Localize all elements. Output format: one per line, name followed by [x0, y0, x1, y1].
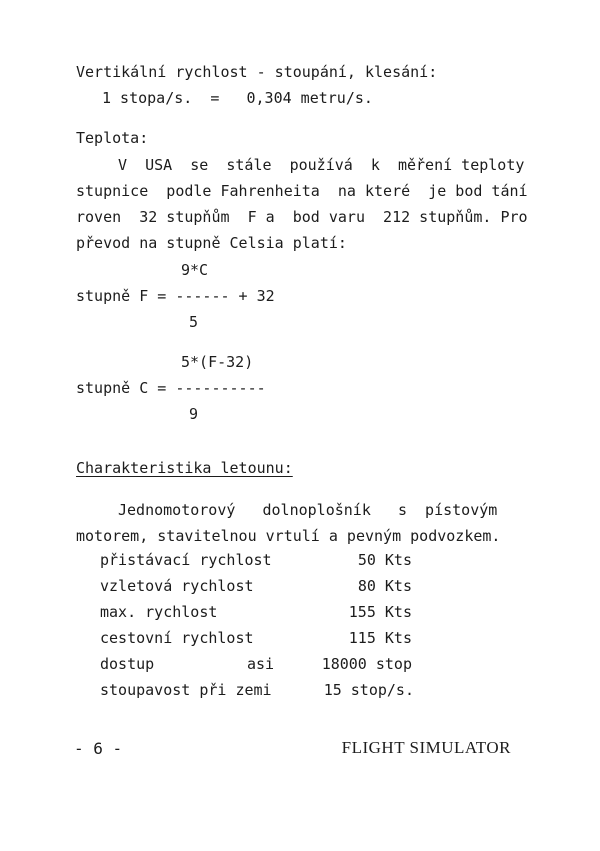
footer-title: FLIGHT SIMULATOR [341, 738, 511, 757]
spec-qualifier: asi [247, 655, 275, 673]
temperature-para-line-3: roven 32 stupňům F a bod varu 212 stupňům. Pro [76, 208, 528, 226]
spec-label: stoupavost při zemi [100, 681, 272, 699]
formula-f-line: stupně F = ------ + 32 [76, 287, 275, 305]
aircraft-heading: Charakteristika letounu: [76, 459, 293, 477]
formula-c-denominator: 9 [189, 405, 199, 423]
temperature-para-line-1: V USA se stále používá k měření teploty [118, 156, 525, 174]
spec-value: 115 Kts [348, 629, 412, 647]
spec-value: 155 Kts [348, 603, 412, 621]
vertical-speed-conversion: 1 stopa/s. = 0,304 metru/s. [102, 89, 373, 107]
formula-c-line: stupně C = ---------- [76, 379, 266, 397]
spec-value: 80 Kts [357, 577, 412, 595]
vertical-speed-heading: Vertikální rychlost - stoupání, klesání: [76, 63, 438, 81]
formula-c-numerator: 5*(F-32) [181, 353, 254, 371]
spec-value: 18000 stop [321, 655, 412, 673]
spec-label: cestovní rychlost [100, 629, 254, 647]
temperature-para-line-2: stupnice podle Fahrenheita na které je bod tání [76, 182, 528, 200]
aircraft-intro-line-1: Jednomotorový dolnoplošník s pístovým [118, 501, 498, 519]
spec-value: 15 stop/s. [323, 681, 414, 699]
temperature-heading: Teplota: [76, 129, 149, 147]
formula-f-denominator: 5 [189, 313, 199, 331]
spec-label: max. rychlost [100, 603, 218, 621]
aircraft-intro-line-2: motorem, stavitelnou vrtulí a pevným podvozkem. [76, 527, 501, 545]
spec-label: přistávací rychlost [100, 551, 272, 569]
page-number: - 6 - [74, 739, 123, 758]
formula-f-numerator: 9*C [181, 261, 209, 279]
spec-label: vzletová rychlost [100, 577, 254, 595]
temperature-para-line-4: převod na stupně Celsia platí: [76, 234, 347, 252]
spec-label: dostup [100, 655, 155, 673]
spec-value: 50 Kts [357, 551, 412, 569]
